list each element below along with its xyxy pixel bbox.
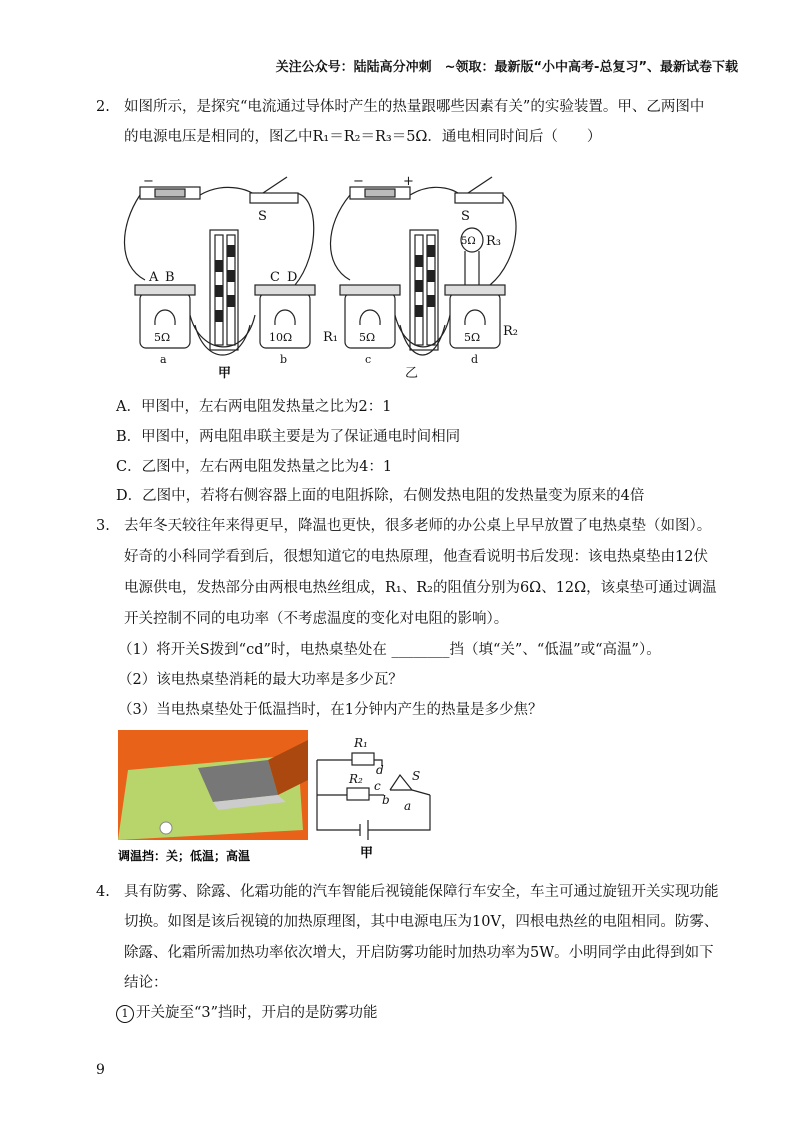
q2-stem-line2: 的电源电压是相同的，图乙中R₁＝R₂＝R₃＝5Ω．通电相同时间后（ ） (124, 129, 602, 145)
switch-label-right: S (461, 209, 470, 224)
q2-option-d: D．乙图中，若将右侧容器上面的电阻拆除，右侧发热电阻的发热量变为原来的4倍 (116, 488, 645, 504)
q2-option-b: B．甲图中，两电阻串联主要是为了保证通电时间相同 (116, 429, 461, 445)
q3-stem-line3: 电源供电，发热部分由两根电热丝组成，R₁、R₂的阻值分别为6Ω、12Ω，该桌垫可通过调温 (124, 580, 717, 596)
page-number: 9 (96, 1062, 105, 1078)
q2-stem-line1: 如图所示，是探究“电流通过导体时产生的热量跟哪些因素有关”的实验装置。甲、乙两图中 (124, 99, 705, 115)
q3-sub3: （3）当电热桌垫处于低温挡时，在1分钟内产生的热量是多少焦？ (118, 702, 543, 718)
q4-stem-line1: 具有防雾、除露、化霜功能的汽车智能后视镜能保障行车安全，车主可通过旋钮开关实现功能 (124, 884, 719, 900)
circuit-b: b (382, 793, 390, 807)
circuit-r1: R₁ (354, 736, 368, 750)
figure-caption-yi: 乙 (405, 366, 419, 381)
q3-sub2: （2）该电热桌垫消耗的最大功率是多少瓦？ (118, 672, 403, 688)
circled-number-1: 1 (116, 1005, 134, 1023)
circuit-c: c (374, 779, 381, 793)
container-d-label: d (471, 353, 479, 366)
q3-stem-line2: 好奇的小科同学看到后，很想知道它的电热原理，他查看说明书后发现：该电热桌垫由12伏 (124, 549, 708, 565)
label-R3: R₃ (486, 234, 501, 249)
q2-option-a: A．甲图中，左右两电阻发热量之比为2：1 (116, 399, 392, 415)
q2-option-c: C．乙图中，左右两电阻发热量之比为4：1 (116, 459, 393, 475)
resistor-d-value: 5Ω (464, 331, 481, 344)
resistor-top-value: 5Ω (461, 236, 476, 247)
container-b-label: b (280, 353, 288, 366)
conclusion-1-text: 开关旋至“3”挡时，开启的是防雾功能 (136, 1005, 378, 1021)
photo-caption: 调温挡：关；低温；高温 (118, 849, 251, 863)
circuit-s: S (412, 769, 421, 783)
page-header: 关注公众号：陆陆高分冲刺 ~领取：最新版“小中高考-总复习”、最新试卷下载 (275, 60, 738, 75)
resistor-a-value: 5Ω (154, 331, 171, 344)
q4-stem-line3: 除露、化霜所需加热功率依次增大，开启防雾功能时加热功率为5W。小明同学由此得到如下 (124, 945, 714, 961)
q3-sub1: （1）将开关S拨到“cd”时，电热桌垫处在 ________挡（填“关”、“低温”或“高温”）。 (118, 642, 661, 658)
label-R1: R₁ (323, 330, 338, 345)
label-D: D (287, 270, 298, 285)
resistor-c-value: 5Ω (359, 331, 376, 344)
q3-desk-mat-photo (118, 730, 308, 865)
battery-minus-right: − (353, 174, 364, 189)
label-A: A (149, 270, 159, 285)
q4-stem-line2: 切换。如图是该后视镜的加热原理图，其中电源电压为10V，四根电热丝的电阻相同。防雾、 (124, 914, 719, 930)
battery-minus-left: − (143, 174, 154, 189)
label-R2: R₂ (503, 324, 518, 339)
q2-figure (115, 165, 525, 385)
circuit-caption: 甲 (360, 846, 374, 860)
q4-number: 4. (96, 884, 110, 900)
q3-circuit-diagram (312, 730, 437, 860)
circuit-d: d (376, 763, 384, 777)
q2-number: 2. (96, 99, 110, 115)
container-a-label: a (160, 353, 167, 366)
label-C: C (270, 270, 280, 285)
resistor-b-value: 10Ω (269, 331, 293, 344)
figure-caption-jia: 甲 (218, 366, 232, 381)
circuit-a: a (404, 799, 412, 813)
q3-number: 3. (96, 518, 110, 534)
q3-stem-line4: 开关控制不同的电功率（不考虑温度的变化对电阻的影响）。 (124, 611, 509, 627)
switch-label-left: S (258, 209, 267, 224)
q4-conclusion-1 (116, 1003, 378, 1023)
label-B: B (165, 270, 175, 285)
q4-stem-line4: 结论： (124, 975, 168, 991)
battery-plus-right: + (403, 174, 414, 189)
container-c-label: c (365, 353, 372, 366)
circuit-r2: R₂ (349, 772, 363, 786)
q3-stem-line1: 去年冬天较往年来得更早，降温也更快，很多老师的办公桌上早早放置了电热桌垫（如图）。 (124, 518, 712, 534)
